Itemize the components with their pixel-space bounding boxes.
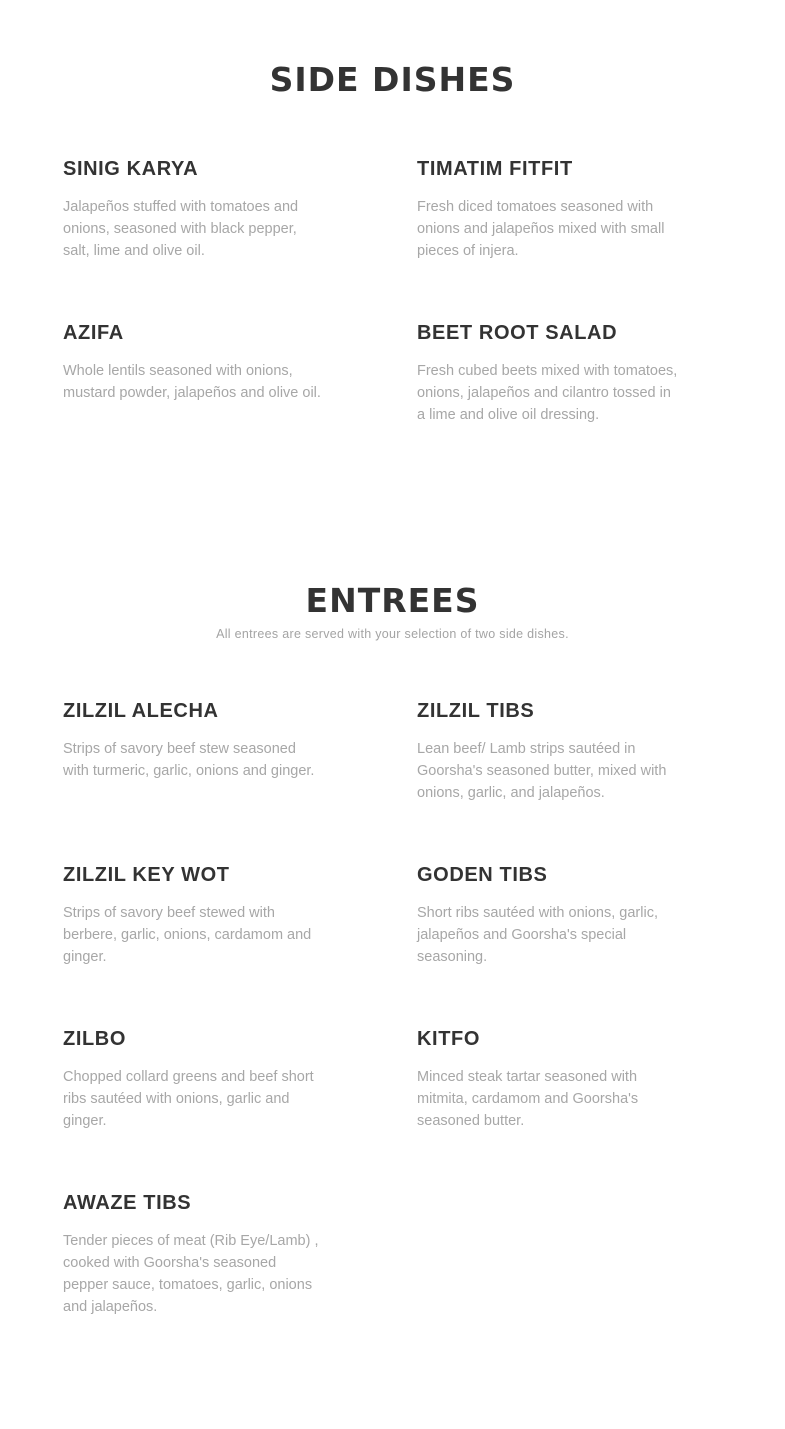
menu-item [417, 698, 679, 804]
menu-item-description: Lean beef/ Lamb strips sautéed in Goorsha's seasoned butter, mixed with onions, garlic, and jalapeños. [417, 741, 667, 801]
menu-item [63, 1026, 325, 1132]
menu-item-description: Strips of savory beef stewed with berbere, garlic, onions, cardamom and ginger. [63, 905, 312, 965]
menu-item-description: Chopped collard greens and beef short ribs sautéed with onions, garlic and ginger. [63, 1069, 314, 1129]
menu-item-description: Tender pieces of meat (Rib Eye/Lamb) , cooked with Goorsha's seasoned pepper sauce, tomatoes, garlic, onions and jalapeños. [63, 1233, 319, 1315]
menu-item-name: BEET ROOT SALAD [417, 322, 618, 344]
side-dishes-grid [63, 156, 723, 456]
menu-item-name: ZILZIL ALECHA [63, 700, 219, 722]
menu-item-name: KITFO [417, 1028, 480, 1050]
entrees-grid [63, 698, 723, 1338]
menu-item [63, 156, 325, 262]
menu-item [417, 320, 679, 426]
menu-item-description: Jalapeños stuffed with tomatoes and onions, seasoned with black pepper, salt, lime and olive oil. [63, 199, 299, 259]
menu-item-description: Fresh cubed beets mixed with tomatoes, onions, jalapeños and cilantro tossed in a lime and olive oil dressing. [417, 363, 678, 423]
entrees-title: ENTREES [305, 581, 480, 620]
menu-item [63, 320, 325, 404]
menu-item-description: Whole lentils seasoned with onions, mustard powder, jalapeños and olive oil. [63, 363, 321, 401]
menu-item [417, 1026, 679, 1132]
menu-item-description: Minced steak tartar seasoned with mitmita, cardamom and Goorsha's seasoned butter. [417, 1069, 639, 1129]
menu-item-name: AZIFA [63, 322, 124, 344]
menu-item-name: ZILZIL TIBS [417, 700, 535, 722]
menu-item-name: SINIG KARYA [63, 158, 199, 180]
menu-item [63, 862, 325, 968]
side-dishes-title: SIDE DISHES [269, 60, 516, 99]
menu-item-description: Short ribs sautéed with onions, garlic, jalapeños and Goorsha's special seasoning. [417, 905, 658, 965]
menu-item-name: AWAZE TIBS [63, 1192, 192, 1214]
menu-item-name: ZILZIL KEY WOT [63, 864, 230, 886]
menu-item-name: ZILBO [63, 1028, 126, 1050]
menu-item-name: TIMATIM FITFIT [417, 158, 573, 180]
menu-item-description: Strips of savory beef stew seasoned with turmeric, garlic, onions and ginger. [63, 741, 315, 779]
menu-item [63, 698, 325, 782]
entrees-subtitle: All entrees are served with your selection of two side dishes. [216, 627, 569, 641]
side-dishes-section [0, 60, 785, 456]
menu-item-description: Fresh diced tomatoes seasoned with onions and jalapeños mixed with small pieces of injera. [417, 199, 665, 259]
menu-item-name: GODEN TIBS [417, 864, 548, 886]
entrees-section [0, 581, 785, 1338]
menu-item [417, 862, 679, 968]
menu-item [63, 1190, 325, 1318]
menu-item [417, 156, 679, 262]
